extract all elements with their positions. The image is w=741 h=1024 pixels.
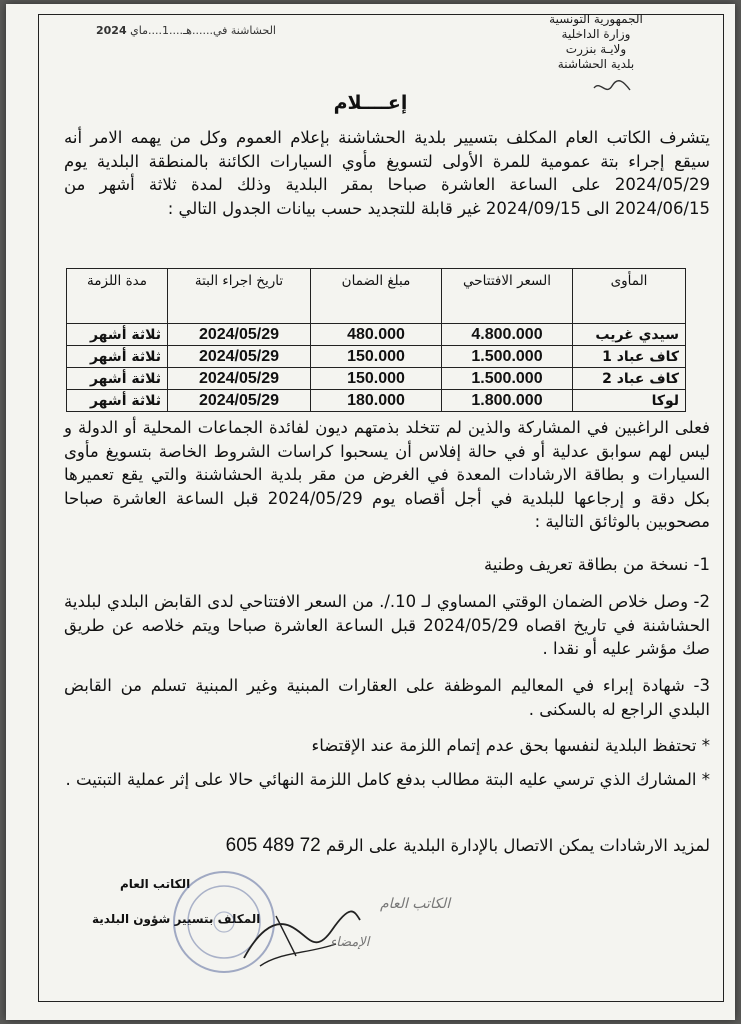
- note-1: * تحتفظ البلدية لنفسها بحق عدم إتمام اللزمة عند الإقتضاء: [311, 736, 710, 755]
- cell-opening-price: 4.800.000: [442, 324, 573, 346]
- col-header-opening-price: السعر الافتتاحي: [442, 269, 573, 324]
- header-governorate: ولايـة بنزرت: [565, 42, 627, 56]
- col-header-duration: مدة اللزمة: [67, 269, 168, 324]
- header-place-date: [76, 24, 276, 37]
- place-date-year: 2024: [96, 24, 127, 37]
- cell-guarantee: 180.000: [311, 390, 442, 412]
- cell-guarantee: 150.000: [311, 346, 442, 368]
- contact-phone: 72 489 605: [225, 835, 321, 856]
- cell-guarantee: 150.000: [311, 368, 442, 390]
- requirement-item-2: 2- وصل خلاص الضمان الوقتي المساوي لـ 10./. من السعر الافتتاحي لدى القابض البلدي لبلدية الحشاشنة في تاريخ اقصاه 2024/05/29 قبل الساعة العاشرة صباحا ويتم خلاصه عن طريق صك مؤشر عليه أو نقدا .: [64, 592, 711, 658]
- requirement-item-1: 1- نسخة من بطاقة تعريف وطنية: [483, 555, 710, 574]
- cell-guarantee: 480.000: [311, 324, 442, 346]
- cell-parking: كاف عباد 1: [573, 346, 686, 368]
- header-municipality: بلدية الحشاشنة: [557, 57, 635, 71]
- parking-table: [66, 268, 686, 412]
- cell-parking: كاف عباد 2: [573, 368, 686, 390]
- contact-line: [64, 834, 710, 858]
- table-row: [67, 390, 686, 412]
- intro-paragraph: يتشرف الكاتب العام المكلف بتسيير بلدية الحشاشنة بإعلام العموم وكل من يهمه الامر أنه سيقع إجراء بتة عمومية للمرة الأولى لتسويغ مأوي السيارات الكائنة بالمنطقة البلدية يوم 2024/05/29 على الساعة العاشرة صباحا بمقر البلدية وذلك لمدة ثلاثة أشهر من 2024/06/15 الى 2024/09/15 غير قابلة للتجديد حسب بيانات الجدول التالي :: [64, 128, 710, 218]
- cell-opening-price: 1.800.000: [442, 390, 573, 412]
- cell-opening-price: 1.500.000: [442, 346, 573, 368]
- table-row: [67, 368, 686, 390]
- header-authority: [511, 12, 681, 72]
- note-2: * المشارك الذي ترسي عليه البتة مطالب بدفع كامل اللزمة النهائي حالا على إثر عملية التبتيت .: [65, 770, 710, 789]
- cell-opening-price: 1.500.000: [442, 368, 573, 390]
- cell-parking: سيدي غريب: [573, 324, 686, 346]
- header-republic: الجمهورية التونسية: [549, 12, 643, 26]
- document-title: إعــــلام: [333, 92, 408, 114]
- conditions-paragraph: فعلى الراغبين في المشاركة والذين لم تتخلد بذمتهم ديون لفائدة الجماعات المحلية أو الدولة و ليس لهم سوابق عدلية أو في حالة إفلاس أن يسحبوا كراسات الشروط الخاصة بتسويغ مأوى السيارات و بطاقة الارشادات المعدة في الغرض من مقر بلدية الحشاشنة والتي يقع تعميرها بكل دقة و إرجاعها للبلدية في أجل أقصاه يوم 2024/05/29 قبل الساعة العاشرة صباحا مصحوبين بالوثائق التالية :: [64, 418, 710, 531]
- stamp-title: الكاتب العام: [380, 896, 451, 912]
- col-header-parking: المأوى: [573, 269, 686, 324]
- table-header-row: [67, 269, 686, 324]
- table-row: [67, 346, 686, 368]
- place-date-label: الحشاشنة في......هـ....1....ماي: [130, 24, 276, 37]
- table-row: [67, 324, 686, 346]
- cell-duration: ثلاثة أشهر: [67, 390, 168, 412]
- col-header-auction-date: تاريخ اجراء البتة: [168, 269, 311, 324]
- cell-duration: ثلاثة أشهر: [67, 324, 168, 346]
- cell-duration: ثلاثة أشهر: [67, 346, 168, 368]
- cell-auction-date: 2024/05/29: [168, 368, 311, 390]
- header-ministry: وزارة الداخلية: [561, 27, 631, 41]
- cell-auction-date: 2024/05/29: [168, 324, 311, 346]
- cell-auction-date: 2024/05/29: [168, 390, 311, 412]
- cell-auction-date: 2024/05/29: [168, 346, 311, 368]
- contact-text: لمزيد الارشادات يمكن الاتصال بالإدارة البلدية على الرقم: [325, 836, 710, 855]
- requirement-item-3: 3- شهادة إبراء في المعاليم الموظفة على العقارات المبنية وغير المبنية تسلم من القابض البلدي الراجع له بالسكنى .: [64, 676, 710, 719]
- signature-subtitle: المكلف بتسيير شؤون البلدية: [92, 912, 261, 926]
- signature-title: الكاتب العام: [120, 877, 191, 891]
- stamp-signature-label: الإمضاء: [330, 935, 370, 950]
- cell-parking: لوكا: [573, 390, 686, 412]
- cell-duration: ثلاثة أشهر: [67, 368, 168, 390]
- col-header-guarantee: مبلغ الضمان: [311, 269, 442, 324]
